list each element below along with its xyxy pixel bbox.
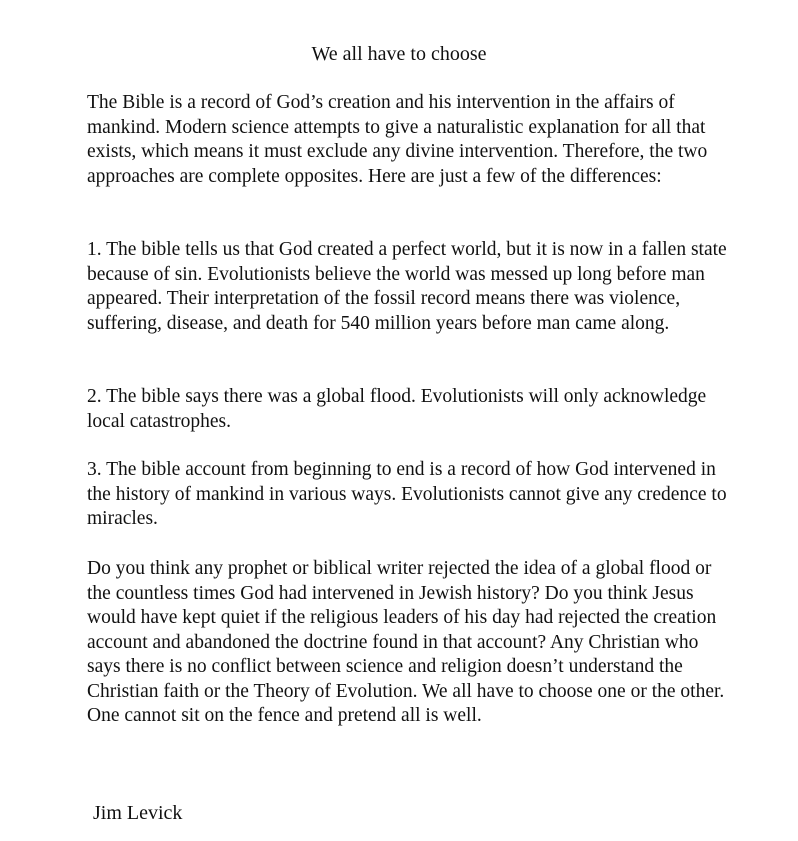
intro-paragraph: The Bible is a record of God’s creation and his intervention in the affairs of mankind. Modern science attempts to give a naturalistic explanation for all that exists, which means it must exclude any divine intervention. Therefore, the two approaches are complete opposites. Here are just a few of the differences: (87, 92, 708, 187)
point-1-paragraph: 1. The bible tells us that God created a perfect world, but it is now in a fallen state because of sin. Evolutionists believe the world was messed up long before man appeared. Their interpretation of the fossil record means there was violence, suffering, disease, and death for 540 million years before man came along. (87, 239, 727, 334)
point-2-paragraph: 2. The bible says there was a global flood. Evolutionists will only acknowledge local catastrophes. (87, 386, 707, 432)
conclusion-paragraph: Do you think any prophet or biblical writer rejected the idea of a global flood or the countless times God had intervened in Jewish history? Do you think Jesus would have kept quiet if the religious leaders of his day had rejected the creation account and abandoned the doctrine found in that account? Any Christian who says there is no conflict between science and religion doesn’t understand the Christian faith or the Theory of Evolution. We all have to choose one or the other. One cannot sit on the fence and pretend all is well. (87, 558, 725, 726)
document-title: We all have to choose (311, 43, 487, 65)
author-signature: Jim Levick (93, 802, 183, 824)
point-3-paragraph: 3. The bible account from beginning to end is a record of how God intervened in the history of mankind in various ways. Evolutionists cannot give any credence to miracles. (87, 459, 727, 529)
